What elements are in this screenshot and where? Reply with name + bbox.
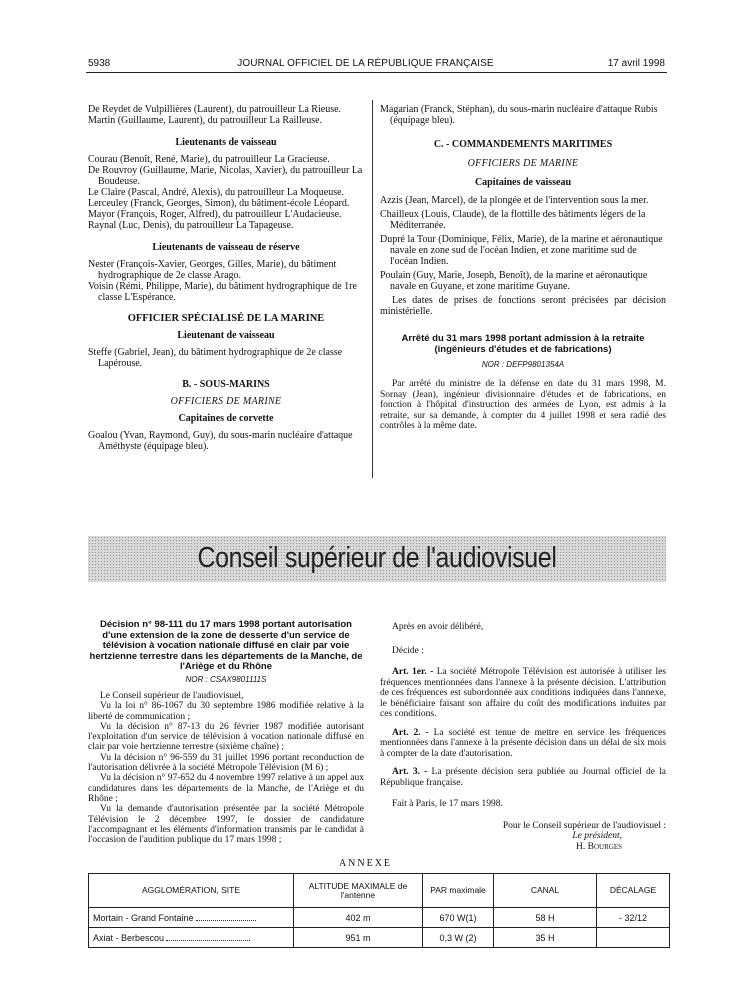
table-row [89, 908, 670, 928]
article-2 [380, 728, 666, 760]
article-1-text: La société Métropole Télévision est autorisée à utiliser les fréquences mentionnées dans l'annexe à la présente décision. L'attribution de ces fréquences est subordonnée aux conditions indiquées dans l'annexe, le bénéficiaire faisant son affaire du coût des modifications induites par ces conditions. [380, 667, 666, 719]
done-line: Fait à Paris, le 17 mars 1998. [392, 799, 503, 809]
column-divider [372, 100, 373, 478]
arrete-title: Arrêté du 31 mars 1998 portant admission à la retraite (ingénieurs d'études et de fabrications) [401, 333, 645, 355]
table-cell: 402 m [294, 908, 423, 928]
decision-paragraph: Le Conseil supérieur de l'audiovisuel, [100, 690, 244, 701]
section-heading: Capitaines de vaisseau [474, 177, 572, 188]
section-heading: C. - COMMANDEMENTS MARITIMES [433, 139, 613, 150]
site-name: Axiat - Berbescou [93, 932, 165, 943]
table-header-row [89, 874, 670, 908]
decision-title: Décision n° 98-111 du 17 mars 1998 portant autorisation d'une extension de la zone de desserte d'un service de télévision à vocation nationale diffusé en clair par voie hertzienne terrestre dans les départements de la Manche, de l'Ariège et du Rhône [89, 619, 363, 673]
leader-dots [166, 940, 250, 941]
header-rule [86, 72, 667, 73]
article-2-text: La société est tenue de mettre en service les fréquences mentionnées dans l'annexe à la présente décision dans un délai de six mois à compter de la date d'autorisation. [380, 727, 667, 759]
table-cell [89, 928, 294, 948]
table-cell: 58 H [494, 908, 597, 928]
table-cell [89, 908, 294, 928]
section-heading: Capitaines de corvette [178, 413, 274, 424]
article-3-label: Art. 3. - [392, 767, 428, 777]
column-header: ALTITUDE MAXIMALE de l'antenne [294, 874, 423, 908]
arrete-body: Par arrêté du ministre de la défense en date du 31 mars 1998, M. Sornay (Jean), ingénieur divisionnaire d'études et de fabrications, en fonction à l'hôpital d'instruction des armées de Lyon, est admis à la retraite, sur sa demande, à compter du 4 juillet 1998 et sera radié des contrôles à la même date. [380, 379, 666, 431]
list-item: Martin (Guillaume, Laurent), du patrouilleur La Railleuse. [88, 115, 323, 126]
list-item: De Reydet de Vulpillières (Laurent), du patrouilleur La Rieuse. [88, 104, 342, 115]
article-2-label: Art. 2. - [392, 727, 429, 738]
article-1-label: Art. 1er. - [392, 667, 434, 677]
decision-paragraph: Vu la décision n° 97-652 du 4 novembre 1997 relative à un appel aux candidatures dans les départements de la Manche, de l'Ariège et du Rhône ; [88, 773, 364, 804]
list-item: Steffe (Gabriel, Jean), du bâtiment hydrographique de 2e classe Lapérouse. [88, 347, 343, 369]
left-column [88, 104, 364, 452]
article-1 [380, 667, 666, 720]
decide-line: Décide : [392, 645, 424, 656]
section-banner [88, 536, 666, 582]
annex-table [88, 873, 670, 948]
deliberation-line: Après en avoir délibéré, [392, 622, 484, 632]
column-header: AGGLOMÉRATION, SITE [89, 874, 294, 908]
column-header: DÉCALAGE [597, 874, 670, 908]
decision-paragraph: Vu la demande d'autorisation présentée par la société Métropole Télévision le 2 décembre 1997, le dossier de candidature l'accompagnant et les éléments d'information transmis par le candidat à l'occasion de l'audition publique du 17 mars 1998 ; [88, 804, 364, 846]
page-number: 5938 [88, 58, 111, 69]
issue-date: 17 avril 1998 [607, 58, 665, 69]
list-item: Chailleux (Louis, Claude), de la flottille des bâtiments légers de la Méditerranée. [380, 209, 646, 231]
right-column [380, 104, 666, 432]
list-item: Raynal (Luc, Denis), du patrouilleur La Tapageuse. [88, 220, 294, 231]
list-item: Poulain (Guy, Marie, Joseph, Benoît), de la marine et aéronautique navale en Guyane, et zone maritime Guyane. [380, 270, 648, 292]
list-item: Mayor (François, Roger, Alfred), du patrouilleur L'Audacieuse. [88, 209, 342, 220]
list-item: Lerceuley (Franck, Georges, Simon), du bâtiment-école Léopard. [88, 198, 350, 209]
column-header: PAR maximale [423, 874, 494, 908]
decision-nor: NOR : CSAX9801111S [185, 674, 267, 684]
section-heading: Lieutenants de vaisseau de réserve [152, 242, 300, 253]
decision-paragraph: Vu la décision n° 87-13 du 26 février 1987 modifiée autorisant l'exploitation d'un service de télévision à vocation nationale diffusé en clair par voie hertzienne terrestre (sixième chaîne) ; [88, 721, 364, 753]
decision-right [380, 622, 666, 852]
list-item: Voisin (Rémi, Philippe, Marie), du bâtiment hydrographique de 1re classe L'Espérance. [88, 281, 357, 303]
list-item: Magarian (Franck, Stéphan), du sous-marin nucléaire d'attaque Rubis (équipage bleu). [380, 104, 658, 126]
list-item: Le Claire (Pascal, André, Alexis), du patrouilleur La Moqueuse. [88, 187, 345, 198]
note-paragraph: Les dates de prises de fonctions seront précisées par décision ministérielle. [380, 295, 666, 317]
list-item: Dupré la Tour (Dominique, Félix, Marie), de la marine et aéronautique navale en zone sud de l'océan Indien, et zone maritime sud de l'océan Indien. [380, 234, 663, 267]
section-heading: Lieutenants de vaisseau [175, 137, 277, 148]
section-heading: OFFICIERS DE MARINE [467, 158, 579, 169]
arrete-nor: NOR : DEFP9801354A [481, 360, 565, 369]
signature-line: Pour le Conseil supérieur de l'audiovisuel : [502, 820, 666, 831]
decision-left [88, 620, 364, 845]
section-heading: Lieutenant de vaisseau [177, 330, 275, 341]
table-cell: 0,3 W (2) [423, 928, 494, 948]
decision-paragraph: Vu la loi n° 86-1067 du 30 septembre 1986 modifiée relative à la liberté de communication ; [88, 701, 364, 722]
section-heading: OFFICIERS DE MARINE [170, 396, 282, 407]
table-cell: 951 m [294, 928, 423, 948]
list-item: Nester (François-Xavier, Georges, Gilles, Marie), du bâtiment hydrographique de 2e classe Arago. [88, 259, 337, 281]
list-item: Goalou (Yvan, Raymond, Guy), du sous-marin nucléaire d'attaque Améthyste (équipage bleu). [88, 430, 353, 452]
article-3-text: La présente décision sera publiée au Journal officiel de la République française. [380, 767, 667, 788]
article-3 [380, 767, 666, 788]
decision-paragraph: Vu la décision n° 96-559 du 31 juillet 1996 portant reconduction de l'autorisation délivrée à la société Métropole Télévision (M 6) ; [88, 752, 364, 774]
signature-title: Le président, [572, 831, 622, 841]
journal-title: JOURNAL OFFICIEL DE LA RÉPUBLIQUE FRANÇAISE [237, 58, 494, 69]
section-heading: B. - SOUS-MARINS [182, 379, 270, 390]
leader-dots [196, 920, 256, 921]
table-cell [597, 928, 670, 948]
list-item: Azzis (Jean, Marcel), de la plongée et de l'intervention sous la mer. [380, 195, 649, 206]
table-cell: 670 W(1) [423, 908, 494, 928]
list-item: Courau (Benoît, René, Marie), du patrouilleur La Gracieuse. [88, 154, 330, 165]
signature-name: H. Bourges [576, 841, 622, 852]
table-cell: 35 H [494, 928, 597, 948]
column-header: CANAL [494, 874, 597, 908]
list-item: De Rouvroy (Guillaume, Marie, Nicolas, Xavier), du patrouilleur La Boudeuse. [88, 165, 363, 187]
table-cell: - 32/12 [597, 908, 670, 928]
banner-title: Conseil supérieur de l'audiovisuel [197, 542, 557, 574]
annex-title: ANNEXE [338, 858, 393, 869]
site-name: Mortain - Grand Fontaine [93, 912, 194, 923]
section-heading: OFFICIER SPÉCIALISÉ DE LA MARINE [127, 313, 325, 324]
table-row [89, 928, 670, 948]
